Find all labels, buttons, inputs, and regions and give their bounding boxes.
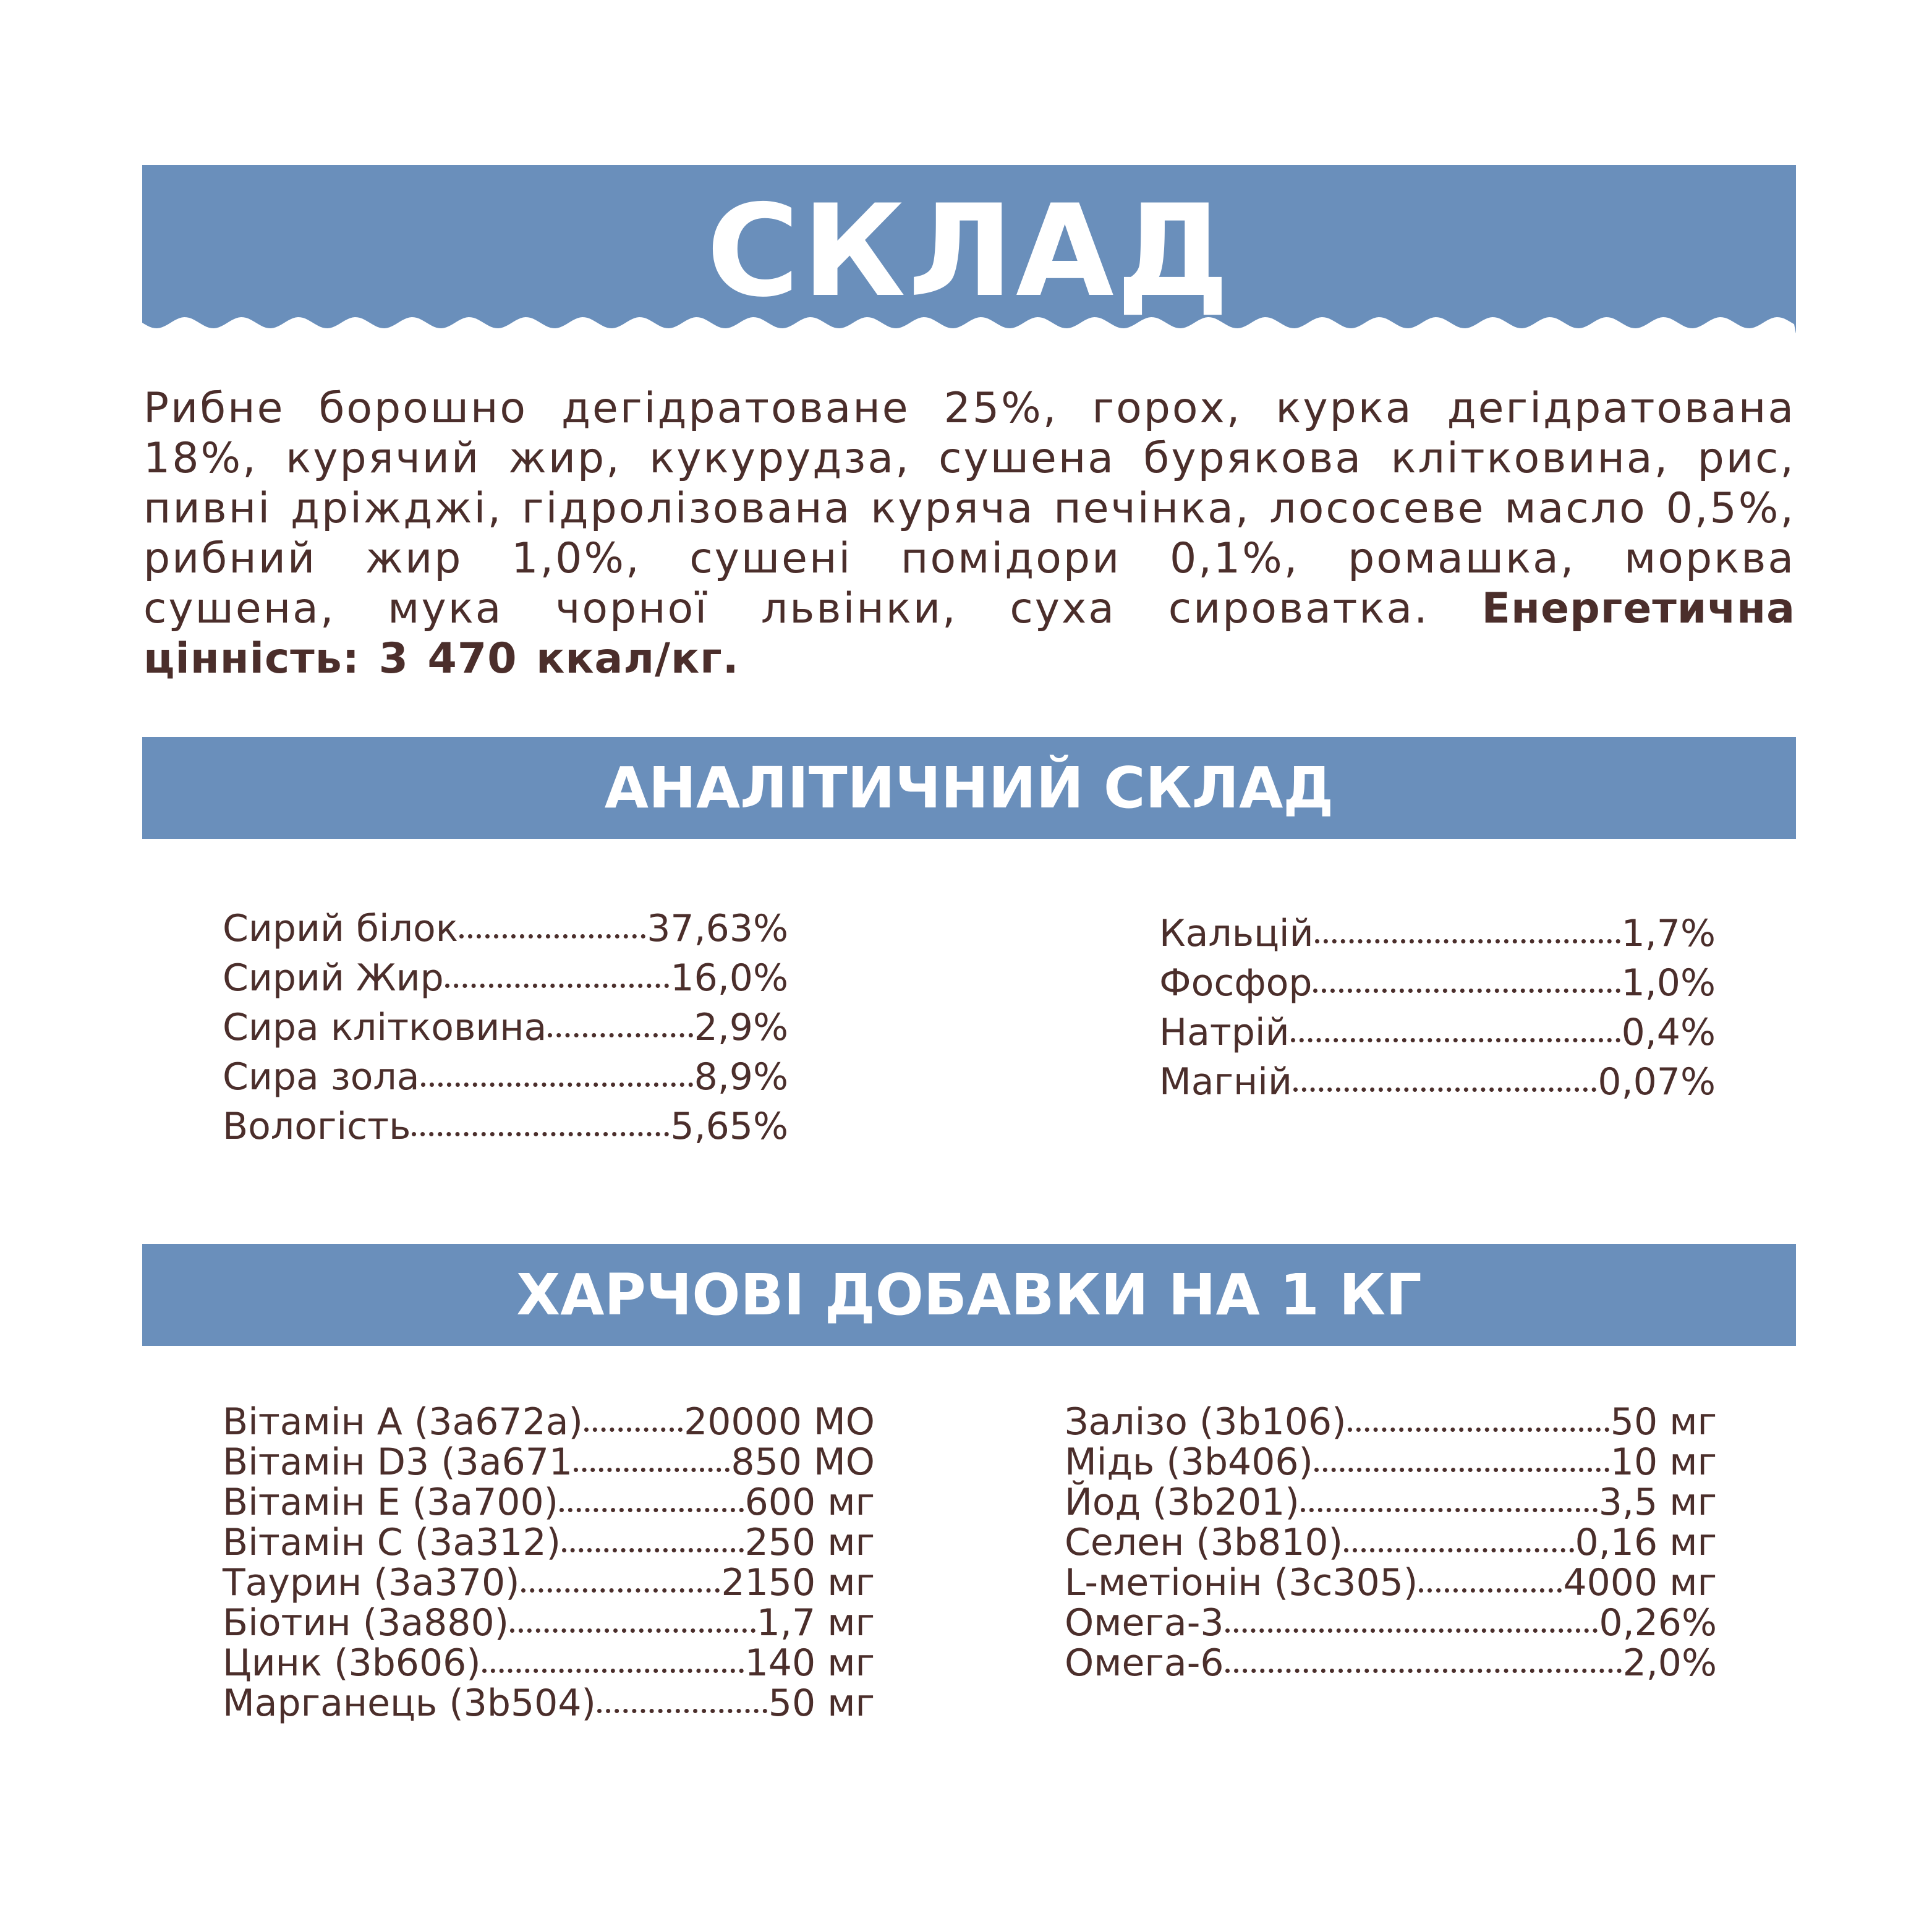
nutrient-row — [223, 1683, 875, 1724]
nutrient-row — [223, 953, 788, 1003]
dotted-leader — [597, 1709, 767, 1713]
nutrient-value: 50 мг — [768, 1682, 875, 1725]
analytic-banner — [142, 737, 1796, 839]
nutrient-name: Марганець (3b504) — [223, 1682, 596, 1725]
nutrient-name: L-метіонін (3c305) — [1065, 1561, 1418, 1604]
ingredients-list: Рибне борошно дегідратоване 25%, горох, курка дегідратована 18%, курячий жир, кукурудза, сушена бурякова клітковина, рис, пивні дріжджі, гідролізована куряча печінка, лососеве масло 0,5%, рибний жир 1,0%, сушені помідори 0,1%, ромашка, морква сушена, мука чорної львінки, суха сироватка. — [143, 384, 1795, 633]
nutrient-value: 8,9% — [694, 1055, 788, 1099]
nutrient-value: 2,0% — [1622, 1641, 1717, 1685]
dotted-leader — [1314, 1468, 1609, 1472]
nutrient-name: Фосфор — [1159, 961, 1313, 1005]
analytic-list-right — [1159, 909, 1716, 1107]
nutrient-value: 2150 мг — [721, 1561, 875, 1604]
nutrient-value: 4000 мг — [1563, 1561, 1717, 1604]
dotted-leader — [521, 1588, 720, 1593]
dotted-leader — [1315, 939, 1620, 943]
nutrient-name: Селен (3b810) — [1065, 1521, 1343, 1564]
nutrient-row — [1065, 1603, 1717, 1643]
nutrient-value: 5,65% — [670, 1105, 788, 1148]
nutrient-row — [223, 1523, 875, 1563]
analytic-title: АНАЛІТИЧНИЙ СКЛАД — [604, 755, 1334, 821]
dotted-leader — [412, 1132, 669, 1136]
nutrient-row — [223, 1402, 875, 1442]
nutrient-row — [1159, 1008, 1716, 1057]
nutrient-value: 16,0% — [670, 956, 788, 1000]
additives-list-left — [223, 1402, 875, 1724]
nutrient-row — [223, 1603, 875, 1643]
nutrient-row — [223, 1563, 875, 1603]
dotted-leader — [1348, 1428, 1609, 1432]
nutrient-name: Сирий білок — [223, 907, 459, 950]
dotted-leader — [459, 934, 645, 938]
additives-banner — [142, 1244, 1796, 1346]
energy-value: Енергетична цінність: 3 470 ккал/кг. — [143, 584, 1796, 683]
nutrient-value: 20000 МО — [684, 1400, 875, 1444]
nutrient-value: 50 мг — [1610, 1400, 1717, 1444]
nutrient-row — [223, 904, 788, 953]
nutrient-row — [223, 1003, 788, 1052]
nutrient-value: 0,07% — [1598, 1060, 1716, 1104]
nutrient-row — [1065, 1402, 1717, 1442]
page-title: СКЛАД — [706, 178, 1232, 325]
dotted-leader — [1344, 1548, 1574, 1552]
nutrient-value: 0,26% — [1599, 1601, 1717, 1645]
dotted-leader — [510, 1628, 755, 1633]
nutrient-name: Сира зола — [223, 1055, 420, 1099]
dotted-leader — [1225, 1628, 1598, 1633]
dotted-leader — [1293, 1087, 1596, 1092]
nutrient-row — [223, 1102, 788, 1151]
nutrient-value: 250 мг — [744, 1521, 875, 1564]
dotted-leader — [1313, 989, 1620, 993]
nutrient-name: Омега-6 — [1065, 1641, 1224, 1685]
nutrient-name: Йод (3b201) — [1065, 1481, 1300, 1524]
additives-title: ХАРЧОВІ ДОБАВКИ НА 1 КГ — [516, 1262, 1422, 1328]
nutrient-value: 1,0% — [1621, 961, 1716, 1005]
nutrient-name: Магній — [1159, 1060, 1292, 1104]
nutrient-name: Сира клітковина — [223, 1006, 547, 1049]
dotted-leader — [1301, 1508, 1598, 1512]
dotted-leader — [445, 984, 670, 988]
nutrient-value: 0,4% — [1621, 1011, 1716, 1054]
dotted-leader — [421, 1083, 693, 1087]
nutrient-name: Вітамін А (3а672а) — [223, 1400, 583, 1444]
nutrient-name: Натрій — [1159, 1011, 1290, 1054]
nutrient-name: Омега-3 — [1065, 1601, 1224, 1645]
nutrient-name: Сирий Жир — [223, 956, 444, 1000]
dotted-leader — [482, 1669, 744, 1673]
additives-list-right — [1065, 1402, 1717, 1683]
nutrient-value: 0,16 мг — [1575, 1521, 1717, 1564]
nutrient-name: Вологість — [223, 1105, 411, 1148]
nutrient-row — [223, 1483, 875, 1523]
nutrient-value: 850 МО — [731, 1440, 875, 1484]
nutrient-name: Вітамін Е (3а700) — [223, 1481, 559, 1524]
nutrient-row — [1065, 1643, 1717, 1683]
dotted-leader — [560, 1508, 744, 1512]
title-banner — [142, 165, 1796, 333]
nutrient-value: 1,7% — [1621, 912, 1716, 955]
nutrient-value: 600 мг — [744, 1481, 875, 1524]
dotted-leader — [562, 1548, 744, 1552]
nutrient-name: Вітамін D3 (3а671 — [223, 1440, 573, 1484]
dotted-leader — [1225, 1669, 1622, 1673]
nutrient-name: Мідь (3b406) — [1065, 1440, 1313, 1484]
analytic-list-left — [223, 904, 788, 1151]
dotted-leader — [1291, 1038, 1620, 1042]
nutrient-name: Кальцій — [1159, 912, 1314, 955]
nutrient-row — [1065, 1563, 1717, 1603]
nutrient-row — [1065, 1483, 1717, 1523]
nutrient-row — [223, 1052, 788, 1102]
nutrient-value: 140 мг — [744, 1641, 875, 1685]
nutrient-row — [223, 1643, 875, 1683]
dotted-leader — [548, 1033, 692, 1037]
nutrient-value: 3,5 мг — [1598, 1481, 1717, 1524]
nutrient-name: Залізо (3b106) — [1065, 1400, 1347, 1444]
wave-decoration — [142, 315, 1796, 334]
nutrient-name: Таурин (3а370) — [223, 1561, 520, 1604]
nutrient-value: 1,7 мг — [756, 1601, 875, 1645]
nutrient-row — [1159, 909, 1716, 958]
nutrient-name: Вітамін С (3а312) — [223, 1521, 561, 1564]
nutrient-value: 2,9% — [694, 1006, 788, 1049]
dotted-leader — [584, 1428, 683, 1432]
ingredients-text — [143, 383, 1795, 684]
nutrient-value: 10 мг — [1610, 1440, 1717, 1484]
nutrient-row — [1159, 1057, 1716, 1107]
nutrient-row — [1065, 1442, 1717, 1483]
nutrient-name: Цинк (3b606) — [223, 1641, 481, 1685]
nutrient-row — [1065, 1523, 1717, 1563]
dotted-leader — [1419, 1588, 1562, 1593]
nutrient-name: Біотин (3а880) — [223, 1601, 509, 1645]
nutrient-value: 37,63% — [647, 907, 788, 950]
dotted-leader — [574, 1468, 730, 1472]
nutrient-row — [223, 1442, 875, 1483]
nutrient-row — [1159, 958, 1716, 1008]
